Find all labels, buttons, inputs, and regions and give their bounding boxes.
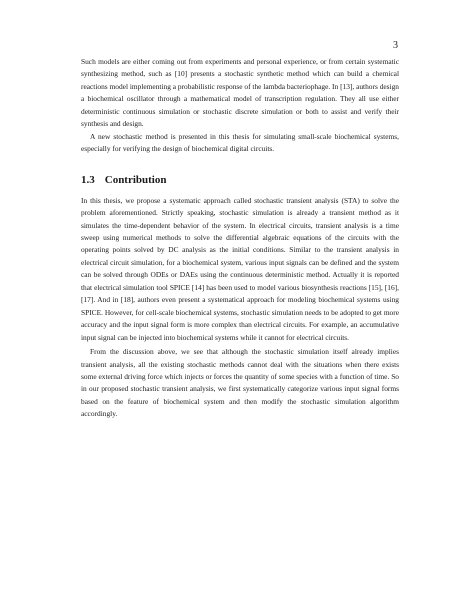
page-body — [81, 56, 399, 421]
paragraph-sta-approach: In this thesis, we propose a systematic approach called stochastic transient analysis (STA) to solve the problem aforementioned. Strictly speaking, stochastic simulation is already a transient method as it simulates the time-dependent behavior of the system. In electrical circuits, transient analysis is a time sweep using numerical methods to solve the differential algebraic equations of the circuits with the operating points solved by DC analysis as the initial conditions. Similar to the transient analysis in electrical circuit simulation, for a biochemical system, various input signals can be defined and the system can be solved through ODEs or DAEs using the continuous deterministic method. Actually it is reported that electrical simulation tool SPICE [14] has been used to model various biosynthesis reactions [15], [16], [17]. And in [18], authors even present a systematical approach for modeling biochemical systems using SPICE. However, for cell-scale biochemical systems, stochastic simulation needs to be adopted to get more accuracy and the input signal form is more complex than electrical circuits. For example, an accumulative input signal can be injected into biochemical systems while it cannot for electrical circuits. — [81, 195, 399, 342]
section-number: 1.3 — [81, 173, 95, 186]
section-title: Contribution — [104, 173, 167, 186]
paragraph-new-method: A new stochastic method is presented in this thesis for simulating small-scale biochemical systems, especially for verifying the design of biochemical digital circuits. — [81, 131, 399, 154]
paragraph-discussion: From the discussion above, we see that although the stochastic simulation itself already implies transient analysis, all the existing stochastic methods cannot deal with the situations when there exists some external driving force which injects or forces the quantity of some species with a function of time. So in our proposed stochastic transient analysis, we first systematically categorize various input signal forms based on the feature of biochemical system and then modify the stochastic simulation algorithm accordingly. — [81, 347, 399, 419]
section-heading-contribution — [81, 173, 399, 187]
paragraph-models: Such models are either coming out from experiments and personal experience, or from certain systematic synthesizing method, such as [10] presents a stochastic synthetic method which can build a chemical reactions model implementing a probabilistic response of the lambda bacteriophage. In [13], authors design a biochemical oscillator through a mathematical model of transcription regulation. They all use either deterministic continuous simulation or stochastic discrete simulation or both to assist and verify their synthesis and design. — [81, 57, 399, 129]
page-number: 3 — [393, 40, 398, 51]
